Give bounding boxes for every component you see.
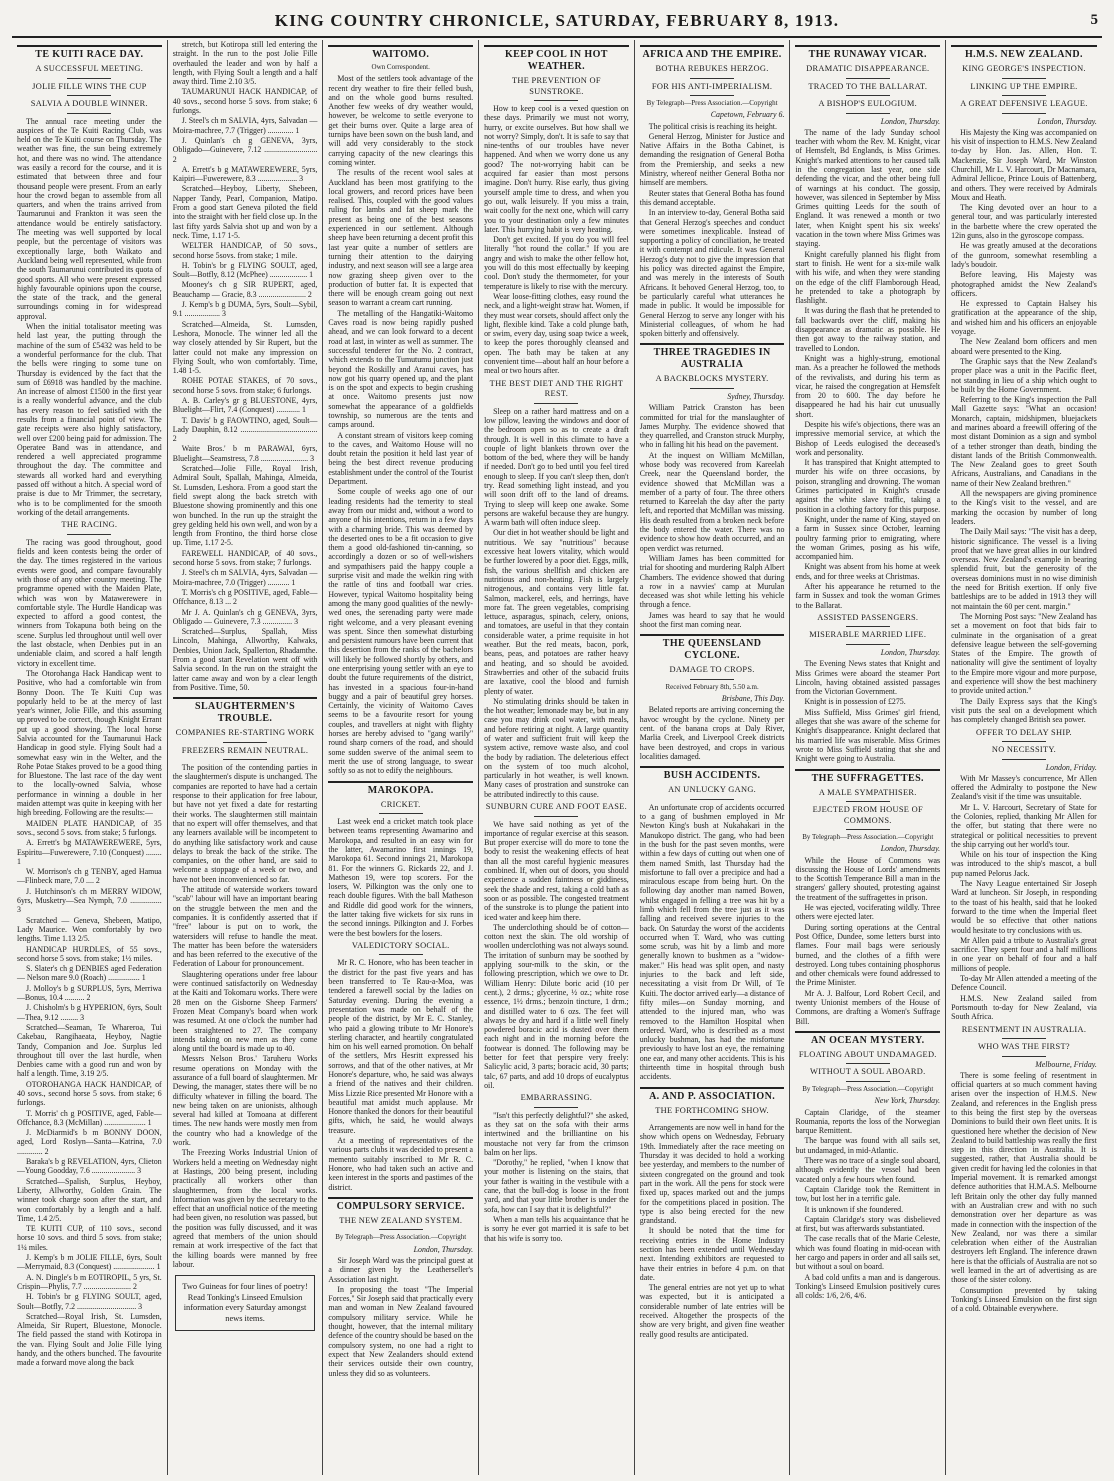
article [951, 45, 1097, 725]
article-paragraph: The name of the lady Sunday school teacher with whom the Rev. M. Knight, vicar of Hemsfelt, Bd Englands, is Miss Grimes. Knight's marked attentions to her caused talk in the congregation last year, one side defending the vicar, and the other being full of warnings at his conduct. The gossip, however, was silenced in September by Miss Grimes quitting Leeds for the south of England. It was renewed a month or two later, when Knight spent his six weeks' vacation in the town where Miss Grimes was staying. [795, 127, 941, 249]
article-paragraph: T. Morris' ch g POSITIVE, aged, Fable—Offchance, 8.3 (McMillan) ..................... 1 [17, 1108, 162, 1127]
divider-rule [534, 816, 578, 817]
article-body [328, 958, 473, 1191]
article-paragraph: A bad cold unfits a man and is dangerous. Tonking's Linseed Emulsion positively cures all colds: 1/6, 2/6, 4/6. [795, 1272, 941, 1301]
article-paragraph: Knight, under the name of King, stayed on a farm in Sussex since October, learning poultry farming prior to emigrating, where the woman Grimes, posing as his wife, accompanied him. [795, 514, 941, 562]
article [795, 769, 940, 1026]
article [484, 802, 629, 1090]
article-paragraph: Consumption prevented by taking Tonking's Linseed Emulsion on the first sign of a cold. Obtainable everywhere. [951, 1285, 1097, 1314]
article-body [640, 122, 785, 339]
article-headline: THE RUNAWAY VICAR. [795, 45, 940, 61]
article-paragraph: "Dorothy," he replied, "when I know that your mother is listening on the stairs, that your father is waiting in the vestibule with a cane, that the bull-dog is loose in the front yard, and that your little brother is under the sofa, how can I say that it is delightful?" [484, 1158, 629, 1214]
article-paragraph: Most of the settlers took advantage of the recent dry weather to fire their felled bush, and on the whole good burns resulted. Another few weeks of dry weather would, however, be welcome to settle everyone to get their burns over. Quite a large area of turnips have been sown on the bush land, and will add very considerably to the stock carrying capacity of the new clearings this coming winter. [328, 74, 474, 167]
article-paragraph: A. B. Carley's gr g BLUESTONE, 4yrs, Bluelight—Flirt, 7.4 (Conquest) ............ 1 [172, 395, 318, 415]
article-paragraph: Knight was a highly-strung, emotional man. As a preacher he followed the methods of the revivalists, and during his term as vicar, he raised the congregation at Hemsfelt from 20 to 600. The day before he disappeared he had his hair cut unusually short. [795, 353, 941, 419]
advertisement-box: Two Guineas for four lines of poetry! Read Tonking's Linseed Emulsion information every Saturday amongst news items. [175, 1275, 316, 1331]
article-paragraph: At a meeting of representatives of the various parts clubs it was decided to present a memento suitably inscribed to Mr R. C. Honore, who had taken such an active and keen interest in the sports and pastimes of the district. [328, 1136, 474, 1192]
article-subheading: JOLIE FILLE WINS THE CUP [32, 81, 147, 91]
article-paragraph: The Otorohanga Hack Handicap went to Positive, who had a comfortable win from Bonny Doon. The Te Kuiti Cup was popularly held to be at the mercy of last year's winner, Jolie Fille, and this assuming up proved to be correct, though Knight Errant put up a good showing. The local horse Salvia accounted for the Taumarunui Hack Handicap in good style. Flying Soult had a somewhat easy win in the Welter, and the Rohe Potae Stakes proved to be a good thing for Bluestone. The last race of the day went to the locally-owned Salvia, whose performance in winning a double in her maiden attempt was quite in keeping with her high breeding. Following are the results:— [17, 668, 162, 818]
article-paragraph: The case recalls that of the Marie Celeste, which was found floating in mid-ocean with her cargo and papers in order and all sails set, but without a soul on board. [795, 1234, 941, 1272]
article-paragraph: J. Kemp's b g DUMA, 5yrs, Soult—Sybil, 9.1 .................. 3 [172, 300, 318, 319]
article-subheading: THE NEW ZEALAND SYSTEM. [339, 1215, 463, 1225]
article-headline: COMPULSORY SERVICE. [328, 1197, 473, 1213]
article-body [173, 763, 318, 1269]
article-dateline: London, Thursday. [880, 647, 941, 657]
article-paragraph: WELTER HANDICAP, of 50 sovs., second horse 5sovs. from stake; 1 mile. [172, 241, 318, 260]
divider-rule [534, 100, 578, 101]
article-body [951, 128, 1097, 725]
article-headline: SLAUGHTERMEN'S TROUBLE. [173, 697, 318, 725]
article [640, 634, 785, 761]
article-paragraph: It has transpired that Knight attempted to murder his wife on three occasions, by poison, strangling and drowning. The woman Grimes participated in Knight's crusade against the white slave traffic, taking a position in a clothing factory for this purpose. [795, 458, 941, 514]
article-body [328, 74, 473, 775]
article-body [173, 40, 318, 692]
column-7 [946, 40, 1102, 1475]
article-paragraph: Last week end a cricket match took place between teams representing Awamarino and Marokopa, and resulted in an easy win for the latter, Awamarino first innings 19, Marokopa 61. Second innings 21, Marokopa 81. For the winners G. Rickards 22, and J. Matheson 19, were top scorers. For the losers, W. Pilkington was the only one to reach double figures. With the ball Matheson and Riddle did good work for the winners, the latter taking five wickets for six runs in the second innings. Pilkington and J. Forbes were the best bowlers for the losers. [328, 817, 474, 938]
article-paragraph: Referring to the King's inspection the Pall Mall Gazette says: "What an occasion! Monarch, captain, midshipmen, bluejackets and marines aboard a freewill offering of the most distant Dominion as a sign and symbol of a tether stronger than death, binding the distant lands of the British Commonwealth. The New Zealand goes to greet South Africans, Australians, and Canadians in the name of their New Zealand brethren." [951, 395, 1097, 488]
article-paragraph: When a man tells his acquaintance that he is sorry he ever got married it is safe to bet that his wife is sorry too. [484, 1214, 629, 1243]
article-paragraph: The position of the contending parties in the slaughtermen's dispute is unchanged. The companies are reported to have had a certain response to their application for free labour, but have not yet fixed a date for restarting their works. The slaughtermen still maintain that no expert will offer themselves, and that any learners available will be incompetent to do anything like satisfactory work and cause delays to break the back of the strike. The companies, on the other hand, are said to welcome a stoppage of a week or two, and have not been inconvenienced so far. [172, 763, 318, 884]
article-paragraph: J. Steel's ch m SALVIA, 4yrs, Salvadan — Moira-machree, 7.0 (Trigger) ........... 1 [172, 568, 318, 587]
divider-rule [690, 78, 734, 79]
article-subheading: THE RACING. [61, 520, 118, 530]
article-paragraph: stretch, but Kotiropa still led entering the straight. In the run to the post Jolie Fille overhauled the leader and won by half a length, with Flying Soult a length and a half away third. Time 2.10 3/5. [172, 40, 318, 87]
article-paragraph: Scratched—Royal Irish, St. Lumsden, Almeida, Sir Rupert, Bluestone, Monocle. The field passed the stand with Kotiropa in the van. Flying Soult and Jolie Fille lying handy, and the others bunched. The favourite made a forward move along the back [17, 1311, 162, 1368]
article-subheading: THE BEST DIET AND THE RIGHT REST. [489, 378, 624, 399]
article-subheading: A MALE SYMPATHISER. [818, 787, 917, 797]
divider-rule [846, 1063, 890, 1064]
article [640, 45, 785, 338]
article-paragraph: All the newspapers are giving prominence to the King's visit to the vessel, and are marking the occasion by number of long leaders. [951, 489, 1097, 526]
article [17, 819, 162, 1368]
article-dateline: New York, Thursday. [874, 1096, 941, 1106]
article-subheading: CRICKET. [380, 799, 421, 809]
article-paragraph: William James has been committed for trial for shooting and murdering Ralph Albert Chambers. The evidence showed that during a row in a navvies' camp at Murulan deceased was shot while letting his vehicle through a fence. [639, 553, 785, 610]
article-paragraph: J. Kemp's b m JOLIE FILLE, 6yrs, Soult—Merrymaid, 8.3 (Conquest) ..................... 1 [17, 1253, 162, 1272]
article-body [951, 1071, 1097, 1314]
article-paragraph: In proposing the toast "The Imperial Forces," Sir Joseph said that practically every man and woman in New Zealand favoured compulsory military service. While he thought, however, that the internal military defence of the country should be based on the compulsory system, no one had a right to expect that New Zealanders should extend their services outside their own country, unless they did so as volunteers. [328, 1284, 474, 1378]
article-paragraph: W. Morrison's ch g TENBY, aged Hamua—Flinbeck mare, 7.0 .... 2 [17, 867, 162, 886]
divider-rule [67, 78, 111, 79]
article [17, 520, 162, 817]
article-byline: By Telegraph—Press Association.—Copyright [802, 833, 934, 841]
article [173, 697, 318, 1269]
article-headline: WAITOMO. [328, 45, 473, 61]
divider-rule [223, 759, 267, 760]
article-body [640, 705, 785, 761]
divider-rule [379, 1229, 423, 1230]
article-paragraph: J. Steel's ch m SALVIA, 4yrs, Salvadan — Moira-machree, 7.7 (Trigger) ............. 1 [172, 116, 318, 135]
article-byline: Received February 8th, 5.50 a.m. [665, 682, 759, 691]
article-headline: TE KUITI RACE DAY. [17, 45, 162, 61]
article-paragraph: It was during the flash that he pretended to fall backwards over the cliff, making his disappearance as dramatic as possible. He then got away to the railway station, and travelled to London. [795, 306, 941, 353]
article-subheading: EMBARRASSING. [520, 1093, 593, 1103]
article-paragraph: He expressed to Captain Halsey his gratification at the appearance of the ship, and wished him and his officers an enjoyable voyage. [951, 299, 1097, 337]
article-paragraph: Miss Suffield, Miss Grimes' girl friend, alleges that she was aware of the scheme for Knight's disappearance. Knight declared that his married life was miserable. Miss Grimes wrote to Miss Suffield stating that she and Knight were going to Australia. [795, 707, 941, 764]
article-paragraph: Scratched—Spalish, Surplus, Heyboy, Liberty, Allworthy, Golden Grain. The winner took charge soon after the start, and won comfortably by a length and a half. Time, 1.4 2/5. [17, 1176, 162, 1223]
article-paragraph: To-day Mr Allen attended a meeting of the Defence Council. [951, 974, 1097, 993]
article-subheading: DAMAGE TO CROPS. [669, 665, 755, 675]
article-headline: THE QUEENSLAND CYCLONE. [640, 634, 785, 662]
article-paragraph: "Isn't this perfectly delightful?" she asked, as they sat on the sofa with their arms intertwined and the brilliantine on his moustache not very far from the crimson balm on her lips. [484, 1110, 629, 1157]
article-dateline: London, Thursday. [413, 1244, 474, 1254]
article-paragraph: Slaughtering operations under free labour were continued satisfactorily on Wednesday at the Kaiti and Tokomaru works. There were 28 men on the Gisborne Sheep Farmers' Frozen Meat Company's board when work was resumed. At one o'clock the number had been straightened to 27. The company intends taking on new men as they come along until the board is made up to 40. [172, 969, 318, 1054]
article-subheading: SALVIA A DOUBLE WINNER. [30, 99, 148, 108]
article-paragraph: Our diet in hot weather should be light and nutritious. We say "nutritious" because excessive heat lowers vitality, which would be further lowered by a poor diet. Eggs, milk, fish, the various shellfish and chicken are nutritious and non-heating. Fish is largely nitrogenous, and contains very little fat. Salmon, mackerel, eels, and herrings, have more fat. The green vegetables, comprising lettuce, asparagus, spinach, celery, onions, and tomatoes, are useful in that they contain considerable water, a prime requisite in hot weather. But the red meats, bacon, pork, beans, peas, and potatoes are rather heavy and heating, and so should be avoided. Strawberries and other of the subacid fruits are laxative, cool the blood and furnish plenty of water. [484, 528, 629, 696]
article-body [795, 128, 940, 610]
article-subheading: COMPANIES RE-STARTING WORK [175, 728, 315, 738]
article-body [17, 538, 162, 818]
article-paragraph: H. Tobin's br g FLYING SOULT, aged, Soult—Botfly, 8.12 (McPhee) ................... 1 [172, 260, 318, 280]
divider-rule [846, 1081, 890, 1082]
article-paragraph: With Mr Massey's concurrence, Mr Allen offered the Admiralty to postpone the New Zealand's visit if the time was unsuitable. [951, 773, 1097, 802]
article-subheading: A GREAT DEFENSIVE LEAGUE. [960, 99, 1088, 108]
article-paragraph: The King devoted over an hour to a general tour, and was particularly interested in the barbette where the crew operated the 12in guns, also in the gyroscope compass. [951, 203, 1097, 241]
article-body [17, 117, 162, 518]
article-dateline: London, Friday. [1045, 762, 1097, 772]
article-paragraph: TE KUITI CUP, of 110 sovs., second horse 10 sovs. and third 5 sovs. from stake; 1¼ miles. [17, 1224, 162, 1252]
article-subheading: VALEDICTORY SOCIAL. [351, 940, 450, 950]
article [17, 45, 162, 517]
divider-rule [379, 954, 423, 955]
article-dateline: London, Thursday. [880, 116, 941, 126]
article [951, 728, 1097, 1022]
article-paragraph: Don't get excited. If you do you will feel literally "hot round the collar." If you are angry and wish to make the other fellow hot, you will do this most effectually by keeping cool. Don't study the thermometer, for your temperature is likely to rise with the mercury. [484, 235, 629, 291]
article [640, 766, 785, 1081]
article-paragraph: MAIDEN PLATE HANDICAP, of 35 sovs., second 5 sovs. from stake; 5 furlongs. [17, 818, 162, 837]
article-body [484, 820, 629, 1091]
article-body [328, 1256, 473, 1378]
article-paragraph: Knight carefully planned his flight from start to finish. He went for a six-mile walk with his wife, and when they were standing on the edge of the cliff Flamborough Head, he pretended to take a photograph by flashlight. [795, 249, 941, 306]
divider-rule [1002, 78, 1046, 79]
article-body [795, 659, 940, 763]
article-subheading: FREEZERS REMAIN NEUTRAL. [181, 745, 309, 755]
article-body [17, 819, 162, 1368]
article-paragraph: Wear loose-fitting clothes, easy round the neck, and a light-weight straw hat. Women, if they must wear corsets, should affect only the light, flexible kind. Take a cold plunge bath, or swim, every day, using soap twice a week, to keep the pores thoroughly cleansed and open. The bath may be taken at any convenient time—about half an hour before a meal or two hours after. [484, 291, 629, 376]
article-subheading: A BACKBLOCKS MYSTERY. [655, 374, 769, 384]
article-paragraph: Mr Allen paid a tribute to Australia's great sacrifice. They spent four and a half millions in one year on behalf of four and a half millions of people. [951, 935, 1097, 973]
article-subheading: A BISHOP'S EULOGIUM. [818, 99, 918, 108]
article-paragraph: The attitude of waterside workers toward "scab" labour will have an important bearing on the struggle between the men and the companies. It is confidently asserted that if "free" labour is put on to work, the watersiders will refuse to handle the meat. The matter has been before the watersiders and has been referred to the executive of the Federation of Labour for pronouncement. [172, 885, 318, 969]
article-paragraph: While on his tour of inspection the King was introduced to the ship's mascot, a bull pup named Pelorus Jack. [951, 850, 1097, 878]
article-paragraph: He was ejected, vociferating wildly. Three others were ejected later. [795, 903, 941, 922]
article-paragraph: After his appearance he returned to the farm in Sussex and took the woman Grimes to the Ballarat. [795, 582, 941, 610]
article-paragraph: The Daily Mail says: "The visit has a deep, historic significance. The vessel is a living proof that we have great allies in our kindred overseas. New Zealand's example in bearing splendid fruit, but the generosity of the overseas dominions must in no wise diminish the need for British exertion. If only five battleships are to be added in 1913 they will not maintain the 60 per cent. margin." [951, 527, 1097, 611]
column-2 [168, 40, 324, 1475]
article-subheading: EJECTED FROM HOUSE OF COMMONS. [812, 805, 923, 825]
article [484, 1093, 629, 1243]
article-headline: A. AND P. ASSOCIATION. [640, 1087, 785, 1103]
article [328, 1197, 473, 1378]
article-paragraph: A constant stream of visitors keep coming to the caves, and Waitomo House will no doubt retain the position it held last year of being the best direct revenue producing establishment under the control of the Tourist Department. [328, 430, 474, 487]
column-1 [12, 40, 168, 1475]
article-paragraph: A. Errett's bg MATAWEREWERE, 5yrs, Espiritu—Fuwerewere, 7.10 (Conquest) ........ 1 [17, 838, 162, 866]
article-paragraph: Scratched—Heyboy, Liberty, Shebeen, Napper Tandy, Pearl, Companion, Matipo. From a good start Geneva piloted the field into the straight with her field close up. In the last fifty yards Salvia shot up and won by a neck. Time, 1.17 1-5. [172, 184, 318, 240]
article-dateline: London, Thursday. [1037, 116, 1097, 126]
article-body [328, 817, 473, 938]
article-paragraph: The political crisis is reaching its height. [648, 121, 777, 131]
article-byline: Own Correspondent. [371, 63, 430, 71]
article-paragraph: OTOROHANGA HACK HANDICAP, of 40 sovs., second horse 5 sovs. from stake; 6 furlongs. [17, 1079, 162, 1108]
column-4 [479, 40, 635, 1475]
article [173, 40, 318, 692]
article-paragraph: H. Tobin's br g FLYING SOULT, aged, Soult—Botfly, 7.2 .............................. 3 [17, 1292, 162, 1311]
article-paragraph: Before leaving, His Majesty was photographed amidst the New Zealand's officers. [951, 270, 1097, 298]
divider-rule [690, 679, 734, 680]
article-paragraph: FAREWELL HANDICAP, of 40 sovs., second horse 5 sovs. from stake; 7 furlongs. [172, 548, 318, 568]
article-paragraph: The metalling of the Hangatiki-Waitomo Caves road is now being rapidly pushed ahead, and we can look forward to a decent road at last, in winter as well as summer. The successful tenderer for the No. 2 contract, which extends to the Tumutumu junction just beyond the Roskilly and Aranui caves, has now got his quarry opened up, and the plant is on the spot and expects to begin crushing at once. Waitomo presents just now somewhat the appearance of a goldfields township, so numerous are the tents and camps around. [328, 308, 474, 430]
divider-rule [690, 95, 734, 96]
article-paragraph: Scratched—Jolie Fille, Royal Irish, Admiral Soult, Spallah, Mahinga, Almeida, St. Lumsden, Leshora. From a good start the field swept along the back stretch with Bluestone showing prominently and this one won bunched. In the run up the straight the grey gelding held his own well, and won by a length from Frontino, the third horse close up. Time, 1.17 2-5. [172, 464, 318, 548]
article-paragraph: His Majesty the King was accompanied on his visit of inspection to H.M.S. New Zealand to-day by Hon. Jas. Allen, Hon. T. Mackenzie, Sir Joseph Ward, Mr Winston Churchill, Mr L. V. Harcourt, Dr Macnamara, Admiral Jellicoe, Prince Louis of Battenberg, and others. They were received by Admirals Moux and Heath. [951, 127, 1097, 202]
divider-rule [1002, 1056, 1046, 1057]
article-headline: THREE TRAGEDIES IN AUSTRALIA [640, 343, 785, 371]
article-subheading: DRAMATIC DISAPPEARANCE. [806, 64, 930, 73]
article-body [795, 1108, 940, 1301]
article-paragraph: T. Morris's ch g POSITIVE, aged, Fable—Offchance, 8.13 ... 2 [172, 587, 318, 607]
divider-rule [846, 829, 890, 830]
article-body [640, 1123, 785, 1339]
article-subheading: TRACED TO THE BALLARAT. [808, 81, 928, 91]
article-paragraph: A. Errett's b g MATAWEREWERE, 5yrs, Kaipiri—Fuwerewere, 8.3 .................... 3 [172, 164, 318, 184]
article-paragraph: Reuter states that General Botha has found this demand acceptable. [639, 188, 785, 207]
article-paragraph: At the inquest on William McMillan, whose body was recovered from Kareelah Creek, near the Queensland border, the evidence showed that McMillan was a member of a party of four. The three others returned to Kareelah the day after the party left, and reported that McMillan was missing. His death resulted from a broken neck before the body entered the water. There was no evidence to show how death occurred, and an open verdict was returned. [639, 450, 785, 553]
article-paragraph: J. Quinlan's ch g GENEVA, 3yrs, Obligado—Guinevere, 7.12 ........................... 2 [172, 135, 318, 164]
article-headline: KEEP COOL IN HOT WEATHER. [484, 45, 629, 73]
article-body [640, 803, 785, 1082]
article-subheading: OFFER TO DELAY SHIP. [976, 727, 1072, 737]
article-paragraph: ROHE POTAE STAKES, of 70 sovs., second horse 5 sovs. from stake; 6 furlongs. [172, 376, 318, 395]
divider-rule [67, 95, 111, 96]
article-paragraph: There was no trace of a single soul aboard, although evidently the vessel had been vacated only a few hours when found. [795, 1156, 941, 1184]
article-paragraph: Scratched—Seaman, Te Whareroa, Tui Cakebau, Rangihaeata, Heyboy, Nagtie Tandy, Companion and Joe. Surplus led throughout till over the last hurdle, when Denbies came with a good run and won by half a length. Time, 3.19 2/5. [17, 1022, 162, 1079]
article-paragraph: Captain Claridge took the Remittent in tow, but lost her in a terrific gale. [795, 1184, 941, 1204]
divider-rule [1002, 1038, 1046, 1039]
divider-rule [1002, 113, 1046, 114]
article-dateline: Capetown, February 6. [710, 110, 785, 120]
article-paragraph: The racing was good throughout, good fields and keen contests being the order of the day. The times registered in the various events were good, and compare favourably with those of any other country meeting. The programme opened with the Maiden Plate, which was won by Matawerewere in comfortable style. The Hurdle Handicap was expected to afford a good contest, the winners from Tokapuna both being on the scene. Surplus led throughout until well over the last obstacle, when Denbies put in an undeniable claim, and scored a half length victory in excellent time. [17, 537, 162, 668]
article-paragraph: TAUMARUNUI HACK HANDICAP, of 40 sovs., second horse 5 sovs. from stake; 6 furlongs. [172, 87, 318, 116]
masthead [12, 6, 1102, 38]
divider-rule [223, 742, 267, 743]
article-paragraph: The Evening News states that Knight and Miss Grimes were aboard the steamer Port Lincoln, having obtained assisted passages from the Victorian Government. [795, 659, 941, 697]
article-paragraph: The barque was found with all sails set, but undamaged, in mid-Atlantic. [795, 1136, 941, 1155]
article-paragraph: The New Zealand born officers and men aboard were presented to the King. [951, 337, 1097, 356]
article-subheading: ASSISTED PASSENGERS. [817, 612, 919, 622]
article-subheading: LINKING UP THE EMPIRE. [970, 81, 1078, 91]
column-6 [790, 40, 946, 1475]
divider-rule [846, 78, 890, 79]
article-paragraph: He was greatly amused at the decorations of the gunroom, somewhat resembling a lady's boudoir. [951, 241, 1097, 269]
article-body [795, 856, 940, 1026]
article-paragraph: J. Hutchinson's ch m MERRY WIDOW, 6yrs, Musketry—Sea Nymph, 7.0 ................ 3 [17, 886, 162, 915]
article-paragraph: Scratched—Surplus, Spallah, Miss Lincoln, Mahinga, Allworthy, Kalwaks, Denbies, Union Jack, Spallerton, Rhadamthe. From a good start Revelation went off with Salvia second. In the run on the straight the latter came away and won by a clear length from Positive. Time, 50. [172, 627, 318, 692]
article-body [484, 1111, 629, 1243]
article [328, 941, 473, 1192]
article-paragraph: J. Molloy's b g SURPLUS, 5yrs, Merriwa—Bonus, 10.4 .......... 2 [17, 983, 162, 1003]
article-subheading: FOR HIS ANTI-IMPERIALISM. [651, 81, 773, 91]
article-paragraph: The Freezing Works Industrial Union of Workers held a meeting on Wednesday night at Hastings, 200 being present, including practically all workers other than slaughtermen, from the local works. Information was given by the secretary to the effect that an unofficial notice of the meeting had been given, no resolution was passed, but the position was fully discussed, and it was agreed that members of the union should remain at work irrespective of the fact that the killing boards were manned by free labour. [172, 1148, 318, 1269]
article-paragraph: Sleep on a rather hard mattress and on a low pillow, leaving the windows and door of the bedroom open so as to create a draft through. It is well in this climate to have a couple of light blankets thrown over the bottom of the bed, where they will be handy if needed. Don't go to bed until you feel tired enough to sleep. If you can't sleep then, don't try. Read something light instead, and you will soon drift off to the land of dreams. Trying to sleep will keep one awake. Some persons are wakeful because they are hungry. A warm bath will often induce sleep. [484, 406, 629, 528]
article-headline: AN OCEAN MYSTERY. [795, 1031, 940, 1047]
article-headline: AFRICA AND THE EMPIRE. [640, 45, 785, 61]
article-paragraph: A. N. Dingle's b m EOTIROPIL, 5 yrs, St. Crispin—Phylis, 7.7 ........................ 2 [17, 1272, 162, 1291]
article-paragraph: The Graphic says that the New Zealand's proper place was a unit in the Pacific fleet, not standing in lieu of a ship which ought to be built by the Home Government. [951, 356, 1097, 394]
article-subheading: THE FORTHCOMING SHOW. [655, 1105, 769, 1115]
article-paragraph: It is unknown if she foundered. [804, 1204, 904, 1214]
article-subheading: SUNBURN CURE AND FOOT EASE. [485, 802, 628, 812]
article [640, 1087, 785, 1339]
divider-rule [846, 626, 890, 627]
article [640, 343, 785, 629]
article-paragraph: Captain Claridge, of the steamer Roumania, reports the loss of the Norwegian barque Remittent. [795, 1107, 941, 1136]
article-headline: MAROKOPA. [328, 781, 473, 797]
article-headline: H.M.S. NEW ZEALAND. [951, 45, 1097, 61]
article-byline: By Telegraph—Press Association.—Copyright [802, 1084, 934, 1093]
divider-rule [690, 799, 734, 800]
article-dateline: Brisbane, This Day. [721, 694, 785, 704]
article-subheading: THE PREVENTION OF SUNSTROKE. [511, 76, 601, 96]
article-paragraph: James was heard to say that he would shoot the first man coming near. [639, 610, 785, 630]
divider-rule [1002, 759, 1046, 760]
divider-rule [846, 644, 890, 645]
article-paragraph: Knight is in possession of £275. [804, 697, 906, 707]
article [795, 45, 940, 610]
article-paragraph: J. Chisholm's b g HYPERION, 6yrs, Soult—Thea, 9.12 ......... 3 [17, 1003, 162, 1022]
divider-rule [690, 388, 734, 389]
article-headline: THE SUFFRAGETTES. [795, 769, 940, 785]
article-subheading: A SUCCESSFUL MEETING. [35, 64, 144, 73]
article-paragraph: In an interview to-day, General Botha said that General Herzog's speeches and conduct were sometimes inexplicable. Instead of supporting a policy of conciliation, he treated it with contempt and ridicule. It was General Herzog's duty not to give the impression that his policy was directed against the Empire, and was merely in the interests of South Africans. It behoved General Herzog, too, to be particularly careful what utterances he made in public. It would be impossible for General Herzog to serve any longer with his Ministerial colleagues, of whom he had spoken bitterly and offensively. [639, 208, 785, 339]
article-paragraph: The annual race meeting under the auspices of the Te Kuiti Racing Club, was held on the Te Kuiti course on Thursday. The weather was fine, the sun being extremely hot, and there was no wind. The attendance was easily a record for the course, and it is estimated that between three and four thousand people were present. From an early hour the crowd began to assemble from all quarters, and when the trains arrived from Taumarunui and Frankton it was seen the attendance would be entirely satisfactory. The meeting was well supported by local people, but the percentage of visitors was exceptionally large, both Waikato and Auckland being well represented, while from the south Taumarunui contributed its quota of good sports. All who were present expressed highly favourable opinions upon the course, the state of the track, and the general surroundings coming in for widespread approval. [17, 116, 162, 321]
divider-rule [846, 801, 890, 802]
article-paragraph: T. Davis' b g FAOWTINO, aged, Soult—Lady Dauphin, 8.12 ....................................... 2 [172, 415, 318, 444]
divider-rule [846, 95, 890, 96]
article-paragraph: It should be noted that the time for receiving entries in the Home Industry section has been extended until Wednesday next. Intending exhibitors are requested to have their entries in before 4 p.m. on that date. [639, 1226, 785, 1282]
divider-rule [379, 813, 423, 814]
divider-rule [1002, 95, 1046, 96]
article-paragraph: S. Slater's ch g DENBIES aged Federation — Nelson mare 9.0 (Roach) ................ 1 [17, 964, 162, 983]
article-headline: BUSH ACCIDENTS. [640, 766, 785, 782]
article-paragraph: Sir Joseph Ward was the principal guest at a dinner given by the Leatherseller's Association last night. [328, 1255, 474, 1284]
article-paragraph: The general entries are not yet up to what was expected, but it is anticipated a considerable number of late entries will be received. Altogether the prospects of the show are very bright, and given fine weather really good results are anticipated. [639, 1283, 785, 1339]
article [328, 45, 473, 776]
divider-rule [67, 534, 111, 535]
article-paragraph: J. McDiarmid's b m BONNY DOON, aged, Lord Roslyn—Santa—Katrina, 7.0 ............. 2 [17, 1128, 162, 1156]
article-paragraph: Captain Claridge's story was disbelieved at first, but was afterwards substantiated. [795, 1214, 941, 1234]
article-paragraph: Scratched — Geneva, Shebeen, Matipo, Lady Maurice. Won comfortably by two lengths. Time 1.13 2/5. [17, 915, 162, 944]
article-subheading: NO NECESSITY. [991, 745, 1057, 754]
article-paragraph: Mooney's ch g SIR RUPERT, aged, Beauchamp — Gracie, 8.3 ........................ 2 [172, 280, 318, 299]
article-paragraph: How to keep cool is a vexed question on these days. Primarily we must not worry, hurry, or excite ourselves. But how shall we not worry? Simply, don't. It is safe to say that nine-tenths of our troubles have never happened. And when we worry done us any good? The not-worrying habit can be acquired far easier than most persons imagine. Don't hurry. Rise early, thus giving yourself ample time to dress, and when you go out, walk leisurely. If you miss a train, wait coolly for the next one, which will carry you to your destination only a few minutes later. This hurrying habit is very heating. [484, 104, 629, 234]
page-number: 5 [1090, 12, 1098, 28]
article-body [951, 774, 1097, 1022]
divider-rule [1002, 741, 1046, 742]
newspaper-title: KING COUNTRY CHRONICLE, SATURDAY, FEBRUARY 8, 1913. [274, 11, 840, 30]
article-paragraph: We have said nothing as yet of the importance of regular exercise at this season. But proper exercise will do more to tone the body to resist the weakening effects of heat than all the most careful hygienic measures combined. If, when out of doors, you should experience a sudden faintness or giddiness, seek the shade and rest, taking a cold bath as soon or as possible. The congested treatment of the sunstroke is to plunge the patient into iced water and keep him there. [484, 819, 629, 922]
article-paragraph: William Patrick Cranston has been committed for trial for the manslaughter of James Murphy. The evidence showed that they quarrelled, and Cranston struck Murphy, who in falling hit his head on the pavement. [639, 403, 785, 450]
article-paragraph: Arrangements are now well in hand for the show which opens on Wednesday, February 19th. Immediately after the race meeting on Thursday it was decided to hold a working bee yesterday, and members to the number of sixteen congregated on the ground and took part in the work. All the pens for stock were fixed up, spaces marked out and the jumps for the competitions placed in position. The type is also being erected for the new grandstand. [639, 1123, 785, 1226]
article-paragraph: When the initial totalisator meeting was held last year, the putting through the machine of the sum of £5432 was held to be a wonderful performance for the club. That the bells were ringing to some tune on Thursday is evidenced by the fact that the sum of £6918 was handled by the machine. An increase of almost £1500 in the first year is a really wonderful advance, and the club has every reason to feel satisfied with the results from a financial point of view. The gate receipts were also highly satisfactory, well over £200 being paid for admission. The Operatee Band was in attendance, and rendered a well appreciated programme throughout the day. The committee and stewards all worked hard and everything passed off without a hitch. A special word of praise is due to Mr Trimmer, the secretary, who is to be complimented for the smooth working of the detail arrangements. [17, 322, 162, 517]
article-paragraph: The Daily Express says that the King's visit puts the seal on a development which has completely changed British sea power. [951, 696, 1097, 725]
article-paragraph: General Herzog, Minister for Justice and Native Affairs in the Botha Cabinet, is demanding the resignation of General Botha from the Premiership, and seeks a new Ministry, whereof neither General Botha nor himself are members. [639, 131, 785, 188]
article-subheading: MISERABLE MARRIED LIFE. [809, 630, 927, 640]
newspaper-columns [12, 40, 1102, 1475]
divider-rule [67, 113, 111, 114]
article [951, 1025, 1097, 1314]
article-dateline: Sydney, Thursday. [727, 391, 785, 401]
column-3 [323, 40, 479, 1475]
article-paragraph: H.M.S. New Zealand sailed from Portsmouth to-day for New Zealand, via South Africa. [951, 993, 1097, 1022]
article-dateline: Melbourne, Friday. [1035, 1059, 1097, 1069]
article-paragraph: Mr A. J. Balfour, Lord Robert Cecil, and twenty Unionist members of the House of Commons, are drafting a Women's Suffrage Bill. [795, 988, 941, 1026]
article-dateline: London, Thursday. [880, 844, 941, 854]
article-paragraph: Despite his wife's objections, there was an impressive memorial service, at which the Bishop of Leeds eulogised the deceased's work and personality. [795, 420, 941, 457]
article-paragraph: The Navy League entertained Sir Joseph Ward at luncheon. Sir Joseph, in responding to the toast of his health, said that he looked forward to the time when the Imperial fleet would be so effective that other nations would hesitate to try conclusions with us. [951, 879, 1097, 935]
article-subheading: KING GEORGE'S INSPECTION. [962, 64, 1086, 73]
article-body [484, 104, 629, 376]
article-byline: By Telegraph—Press Association.—Copyright [646, 99, 778, 107]
article [484, 379, 629, 799]
article-paragraph: The results of the recent wool sales at Auckland has been most gratifying to the local growers, and record prices have been realised. This, coupled with the good values ruling for lambs and fat sheep mark the present as being one of the best seasons experienced in our settlement. Although sheep have been returning a decent profit this last year quite a number of settlers are turning their attention to the dairying industry, and next season will see a large area now grazing sheep given over to the production of butter fat. It is expected that there will be enough cream going out next season to warrant a cream cart running. [328, 168, 474, 308]
article-byline: By Telegraph—Press Association.—Copyright [335, 1233, 467, 1242]
article-body [484, 407, 629, 799]
divider-rule [690, 1119, 734, 1120]
article-paragraph: No stimulating drinks should be taken in the hot weather; lemonade may be, but in any case you may drink cool water, with meals, and before retiring at night. A large quantity of water and sufficient fruit will keep the system active, remove waste also, and cool the body by radiation. The deleterious effect on the system of too much alcohol, particularly in hot weather, is well known. Many cases of prostration and sunstroke can be attributed indirectly to this cause. [484, 696, 629, 799]
article-paragraph: An unfortunate crop of accidents occurred to a gang of bushmen employed in Mr Newton King's bush at Nukahakari in the Manukopo district. The gang, who had been in the bush for the past seven months, were within a few days of cutting out when one of them named Smith, last Thursday had the misfortune to fall over a precipice and had a miraculous escape from being hurt. On the following day another man named Bowen, whilst engaged in felling a tree was hit by a limb which fell from the tree just as it was falling and received severe injuries to the back. On Saturday the worst of the accidents occurred when T. Ward, who was cutting some scrub, was hit by a limb and more generally known to bushmen as a "widow-maker." His head was split open, and nasty injuries to the back and left side, necessitating a visit from Dr Will, of Te Kuiti. The doctor arrived early—a distance of fifty miles—on Sunday morning, and attended to the injured man, who was removed to the Hamilton Hospital when ordered. Ward, who is described as a most unlucky bushman, has had the misfortune previously to have lost an eye, the remaining one ear, and many other accidents. This is his thirteenth time in hospital through bush accidents. [639, 802, 785, 1082]
article-paragraph: During sorting operations at the Central Post Office, Dundee, some letters burst into flames. Four mail bags were seriously burned, and the clothes of a fifth were destroyed. Long tubes containing phosphorus and other chemicals were found addressed to the Prime Minister. [795, 922, 941, 988]
article-paragraph: Mr J. A. Quinlan's ch g GENEVA, 3yrs, Obligado — Guinevere, 7.3 ............... 3 [172, 607, 318, 626]
article-paragraph: Messrs Nelson Bros.' Taruheru Works resume operations on Monday with the assurance of a full board of slaughtermen. Mr Dewing, the manager, states there will be no difficulty whatever in filling the board. The new being taken on are unionists, although several had killed at Tomoana at different times. The new hands were mostly men from the country who had a knowledge of the work. [172, 1054, 318, 1148]
article [484, 45, 629, 376]
article-subheading: WHO WAS THE FIRST? [978, 1042, 1070, 1052]
article-paragraph: The Morning Post says: "New Zealand has set a movement on foot that bids fair to culminate in the organisation of a great defensive league between the self-governing States of the Empire. The growth of nationality will give the sentiment of loyalty to the Empire more vigour and more purpose, and experience will show the best machinery to provide united action." [951, 611, 1097, 696]
article-paragraph: Knight was absent from his home at week ends, and for three weeks at Christmas. [795, 562, 941, 581]
divider-rule [846, 113, 890, 114]
article [795, 1031, 940, 1301]
article-paragraph: The underclothing should be of cotton—cotton next the skin. The old worship of woollen underclothing was not always sound. The irritation of sunburn may be soothed by applying sour-milk to the skin, or the following prescription, which we owe to Dr. William Henry: Dilute boric acid (10 per cent.), 2 drms.; glycerine, ½ oz.; white rose essence, 1½ drms.; benzoin tincture, 1 drm.; and distilled water to 6 ozs. The feet will always be dry and hard if a little well finely powdered boracic acid is dusted over them each night and in the morning before the footwear is donned. The following may be better for feet that perspire very freely: Salicylic acid, 3 parts; boracic acid, 30 parts; talc, 67 parts, and add 10 drops of eucalyptus oil. [484, 922, 629, 1090]
article-paragraph: Some couple of weeks ago one of our leading residents had the temerity to steal away from our midst and, without a word to anyone of his intentions, return in a few days with a charming bride. This was deemed by the deserted ones to be a fit occasion to give them a good old-fashioned tin-canning, so accordingly a dozen or so of well-wishers and sympathisers paid the happy couple a surprise visit and made the welkin ring with the rattle of tins and football war cries. However, typical Waitomo hospitality being among the many good qualities of the newly-wed ones, the serenading party were made right welcome, and a very pleasant evening was spent. Since then somewhat disturbing and persistent rumours have been current that this desertion from the ranks of the bachelors will likely be followed shortly by others, and one enterprising young settler with an eye to doubt the future requirements of the district, has invested in a spacious four-in-hand buggy and a pair of beautiful grey horses. Certainly, the vicinity of Waitomo Caves seems to be a favourite resort for young couples, and travellers at night with flighty horses are hereby advised to "gang warily" round sharp corners of the road, and should some sudden swerve of the animal seem to merit the use of strong language, to swear softly so as not to edify the neighbours. [328, 487, 474, 776]
article-paragraph: Belated reports are arriving concerning the havoc wrought by the cyclone. Ninety per cent. of the banana crops at Daly River, Marlia Creek, and Liverpool Creek districts have been destroyed, and crops in various localities damaged. [639, 705, 785, 761]
article-subheading: WITHOUT A SOUL ABOARD. [810, 1067, 926, 1077]
article-subheading: RESENTMENT IN AUSTRALIA. [961, 1024, 1087, 1034]
article-paragraph: Mr R. C. Honore, who has been teacher in the district for the past five years and has been transferred to Te Rau-a-Moa, was tendered a farewell social by the ladies on Saturday evening. During the evening a presentation was made on behalf of the people of the district, by Mr E. C. Stanley, who paid a glowing tribute to Mr Honore's sterling character, and heartily congratulated him on his well earned promotion. On behalf of the settlers, Mrs Hesritt expressed his sorrows, and that of the other natives, at Mr Honore's departure, who, he said was always a friend of the natives and their children. Miss Lizzie Rice presented Mr Honore with a beautiful mat amidst much applause. Mr Honore thanked the donors for their beautiful gifts, which, he said, he would always treasure. [328, 958, 474, 1135]
article [328, 781, 473, 938]
article-paragraph: Waite Bros.' b m PARAWAI, 6yrs, Bluelight—Seamstress, 7.8 ........................ 3 [172, 444, 318, 463]
article-paragraph: Mr L. V. Harcourt, Secretary of State for the Colonies, replied, thanking Mr Allen for the offer, but stating that there were no strategical or political necessities to prevent the ship carrying out her world's tour. [951, 802, 1097, 849]
column-5 [635, 40, 791, 1475]
divider-rule [534, 403, 578, 404]
divider-rule [534, 1107, 578, 1108]
article-subheading: FLOATING ABOUT UNDAMAGED. [798, 1049, 937, 1059]
article-paragraph: Baraka's b g REVELATION, 4yrs, Clieton—Young Goodday, 7.6 ...................... 3 [17, 1157, 162, 1176]
article-subheading: BOTHA REBUKES HERZOG. [655, 64, 769, 73]
article-subheading: AN UNLUCKY GANG. [668, 785, 757, 795]
article-paragraph: HANDICAP HURDLES, of 55 sovs., second horse 5 sovs. from stake; 1½ miles. [17, 944, 162, 963]
article-paragraph: While the House of Commons was discussing the House of Lords' amendments to the Scottish Temperance Bill a man in the strangers' gallery shouted, protesting against the treatment of the suffragettes in prison. [795, 855, 941, 902]
article-paragraph: Scratched—Almeida, St. Lumsden, Leshora, Monocle. The winner led all the way closely attended by Sir Rupert, but the latter could not make any impression on Flying Soult, who won comfortably. Time, 1.48 1-5. [172, 319, 318, 376]
article-body [640, 403, 785, 629]
article [795, 613, 940, 764]
article-paragraph: There is some feeling of resentment in official quarters at so much comment having arisen over the inspection of H.M.S. New Zealand, and references in the English press to this being the first step by the overseas Dominions to build their own fleet units. It is questioned here whether the decision of New Zealand to build battleship was really the first step in this direction in Australia. It is suggested, rather, that Australia should be given credit for having led the colonies in that Imperial movement. It is remarked amongst defence authorities that H.M.A.S. Melbourne left Britain only the other day fully manned with an Australian crew and with no such demonstration over her departure as was made in connection with the inspection of the New Zealand, nor was there a similar celebration when either of the Australian destroyers left England. The inference drawn here is that the officials of Australia are not so well learned in the art of advertising as are those of the sister colony. [951, 1070, 1097, 1285]
